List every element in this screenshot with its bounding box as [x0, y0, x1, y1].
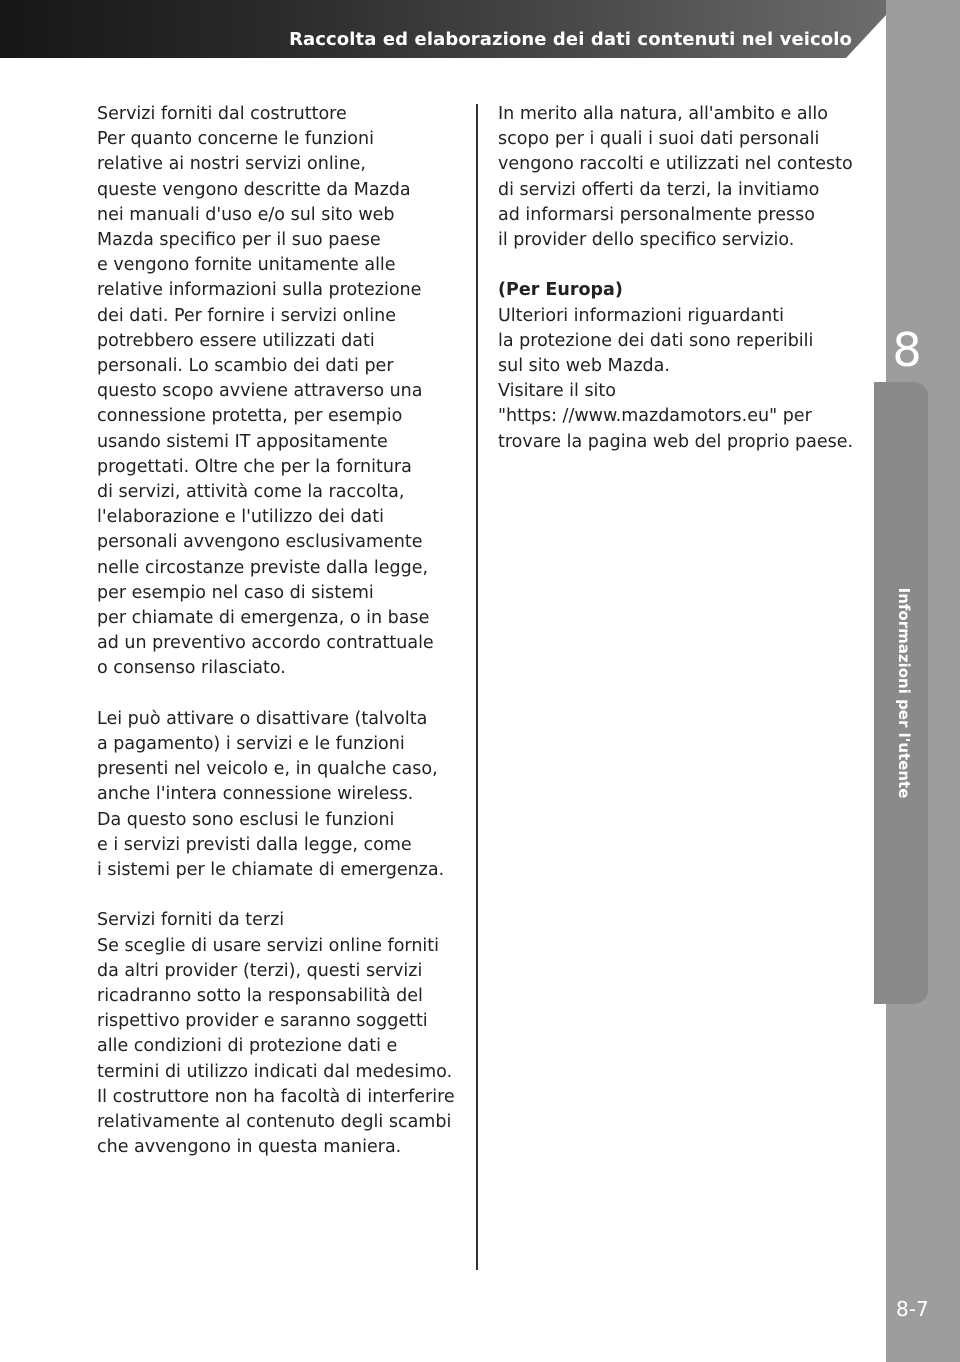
paragraph-third-party-data: In merito alla natura, all'ambito e allo scopo per i quali i suoi dati personali vengono raccolti e utilizzati nel contesto di servizi offerti da terzi, la invitiamo ad informarsi personalmente presso il provider dello specifico servizio.: [498, 104, 853, 251]
paragraph-enable-disable-services: Lei può attivare o disattivare (talvolta a pagamento) i servizi e le funzioni presenti nel veicolo e, in qualche caso, anche l'intera connessione wireless. Da questo sono esclusi le funzioni e i servizi previsti dalla legge, come i sistemi per le chiamate di emergenza.: [97, 708, 445, 881]
column-divider: [476, 104, 478, 1270]
chapter-tab-label: Informazioni per l'utente: [895, 587, 913, 799]
paragraph-europe-info: Ulteriori informazioni riguardanti la protezione dei dati sono reperibili sul sito web Mazda. Visitare il sito "https: //www.mazdamotors.eu" per trovare la pagina web del proprio paese.: [498, 305, 854, 452]
page-number: 8-7: [896, 1297, 929, 1321]
paragraph-manufacturer-services: Servizi forniti dal costruttore Per quanto concerne le funzioni relative ai nostri servizi online, queste vengono descritte da Mazda nei manuali d'uso e/o sul sito web Mazda specifico per il suo paese e vengono fornite unitamente alle relative informazioni sulla protezione dei dati. Per fornire i servizi online potrebbero essere utilizzati dati personali. Lo scambio dei dati per questo scopo avviene attraverso una connessione protetta, per esempio usando sistemi IT appositamente progettati. Oltre che per la fornitura di servizi, attività come la raccolta, l'elaborazione e l'utilizzo dei dati personali avvengono esclusivamente nelle circostanze previste dalla legge, per esempio nel caso di sistemi per chiamate di emergenza, o in base ad un preventivo accordo contrattuale o consenso rilasciato.: [97, 104, 434, 679]
subheading-europe: (Per Europa): [498, 280, 623, 301]
right-column: [498, 102, 878, 455]
page-header-title: Raccolta ed elaborazione dei dati contenuti nel veicolo: [289, 29, 852, 50]
left-column: [97, 102, 469, 1161]
chapter-number: 8: [892, 323, 922, 377]
paragraph-third-party-services: Servizi forniti da terzi Se sceglie di usare servizi online forniti da altri provider (terzi), questi servizi ricadranno sotto la responsabilità del rispettivo provider e saranno soggetti alle condizioni di protezione dati e termini di utilizzo indicati dal medesimo. Il costruttore non ha facoltà di interferire relativamente al contenuto degli scambi che avvengono in questa maniera.: [97, 910, 455, 1158]
